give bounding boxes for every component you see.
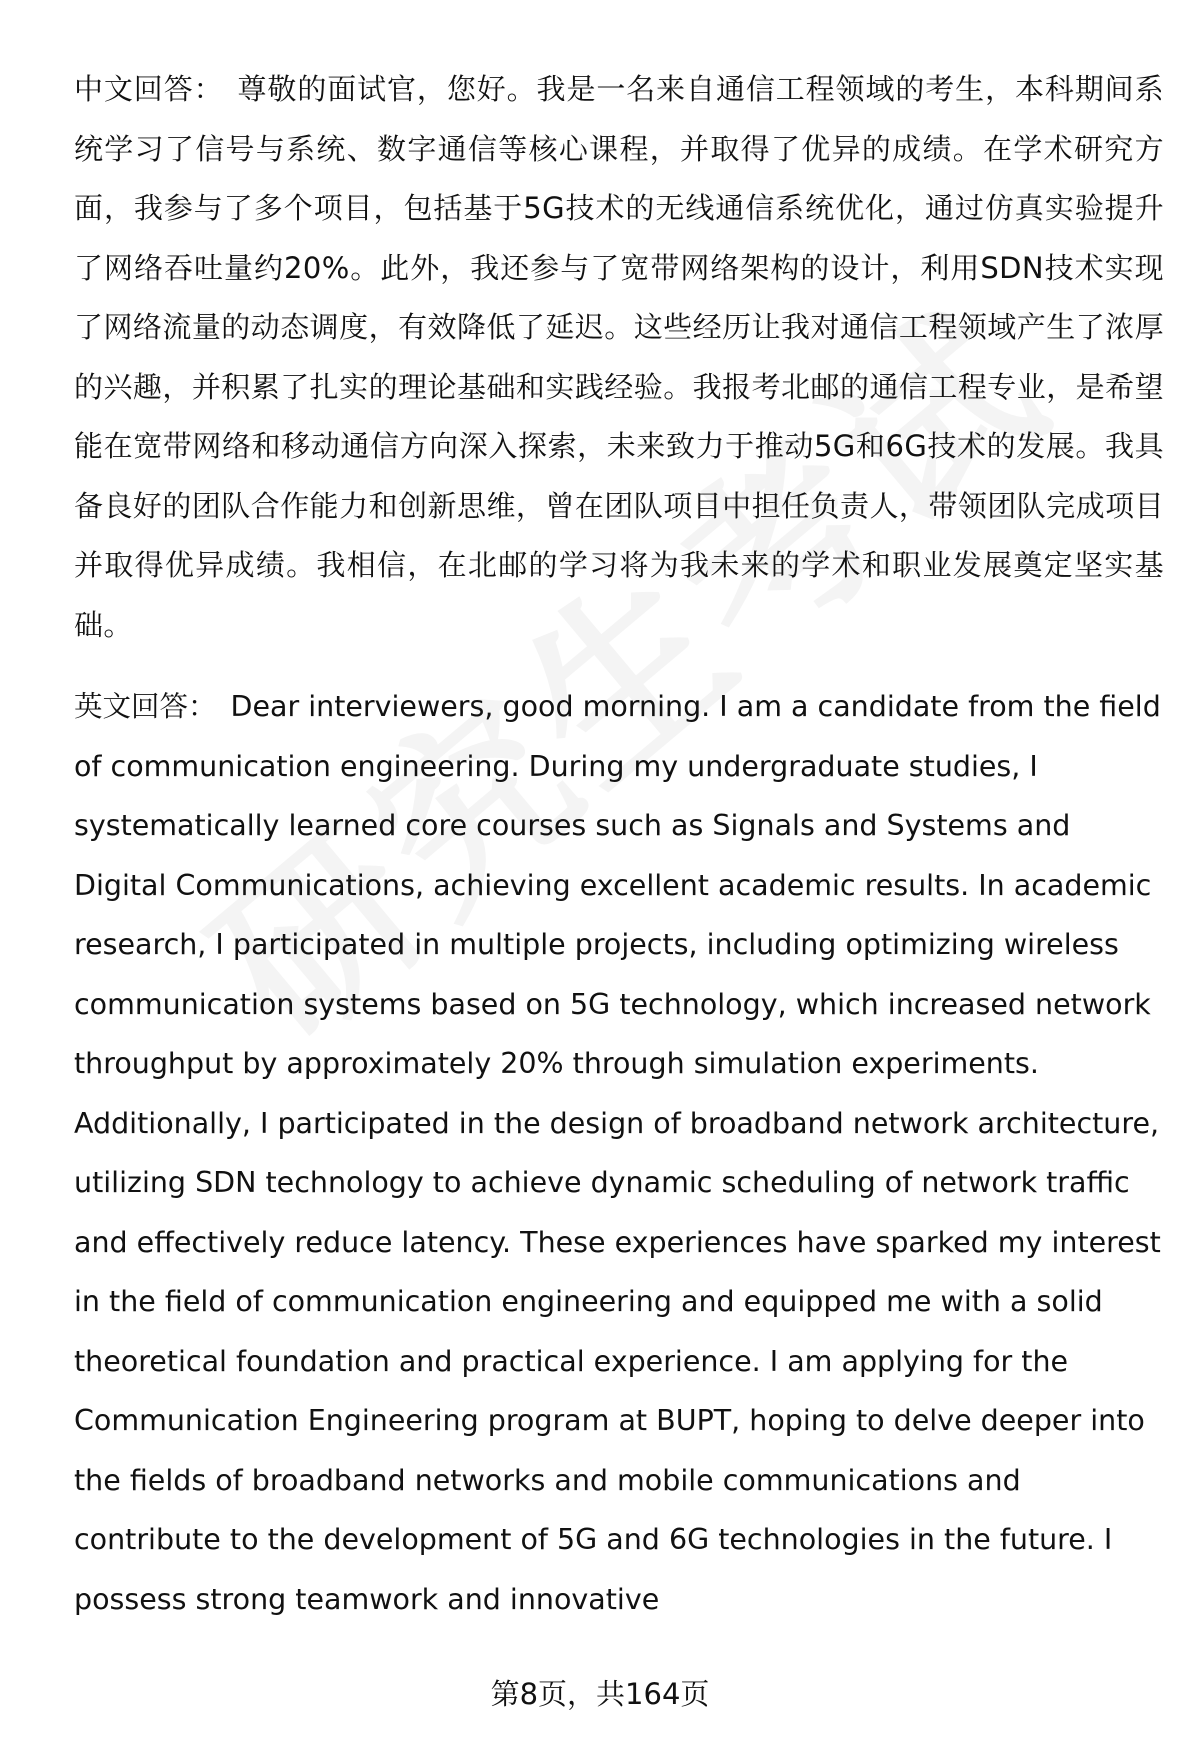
document-body xyxy=(74,60,1164,1629)
chinese-answer-text: 尊敬的面试官，您好。我是一名来自通信工程领域的考生，本科期间系统学习了信号与系统、数字通信等核心课程，并取得了优异的成绩。在学术研究方面，我参与了多个项目，包括基于5G技术的无线通信系统优化，通过仿真实验提升了网络吞吐量约20%。此外，我还参与了宽带网络架构的设计，利用SDN技术实现了网络流量的动态调度，有效降低了延迟。这些经历让我对通信工程领域产生了浓厚的兴趣，并积累了扎实的理论基础和实践经验。我报考北邮的通信工程专业，是希望能在宽带网络和移动通信方向深入探索，未来致力于推动5G和6G技术的发展。我具备良好的团队合作能力和创新思维，曾在团队项目中担任负责人，带领团队完成项目并取得优异成绩。我相信，在北邮的学习将为我未来的学术和职业发展奠定坚实基础。 xyxy=(74,72,1164,642)
page-number: 第8页，共164页 xyxy=(490,1677,710,1711)
english-answer-paragraph xyxy=(74,677,1164,1629)
english-answer-text: Dear interviewers, good morning. I am a candidate from the field of communication engineering. During my undergraduate studies, I systematically learned core courses such as Signals and Systems and Digital Communications, achieving excellent academic results. In academic research, I participated in multiple projects, including optimizing wireless communication systems based on 5G technology, which increased network throughput by approximately 20% through simulation experiments. Additionally, I participated in the design of broadband network architecture, utilizing SDN technology to achieve dynamic scheduling of network traffic and effectively reduce latency. These experiences have sparked my interest in the field of communication engineering and equipped me with a solid theoretical foundation and practical experience. I am applying for the Communication Engineering program at BUPT, hoping to delve deeper into the fields of broadband networks and mobile communications and contribute to the development of 5G and 6G technologies in the future. I possess strong teamwork and innovative xyxy=(74,690,1161,1616)
chinese-answer-label: 中文回答： xyxy=(74,72,224,106)
chinese-answer-paragraph xyxy=(74,60,1164,655)
english-answer-label: 英文回答： xyxy=(74,690,217,723)
